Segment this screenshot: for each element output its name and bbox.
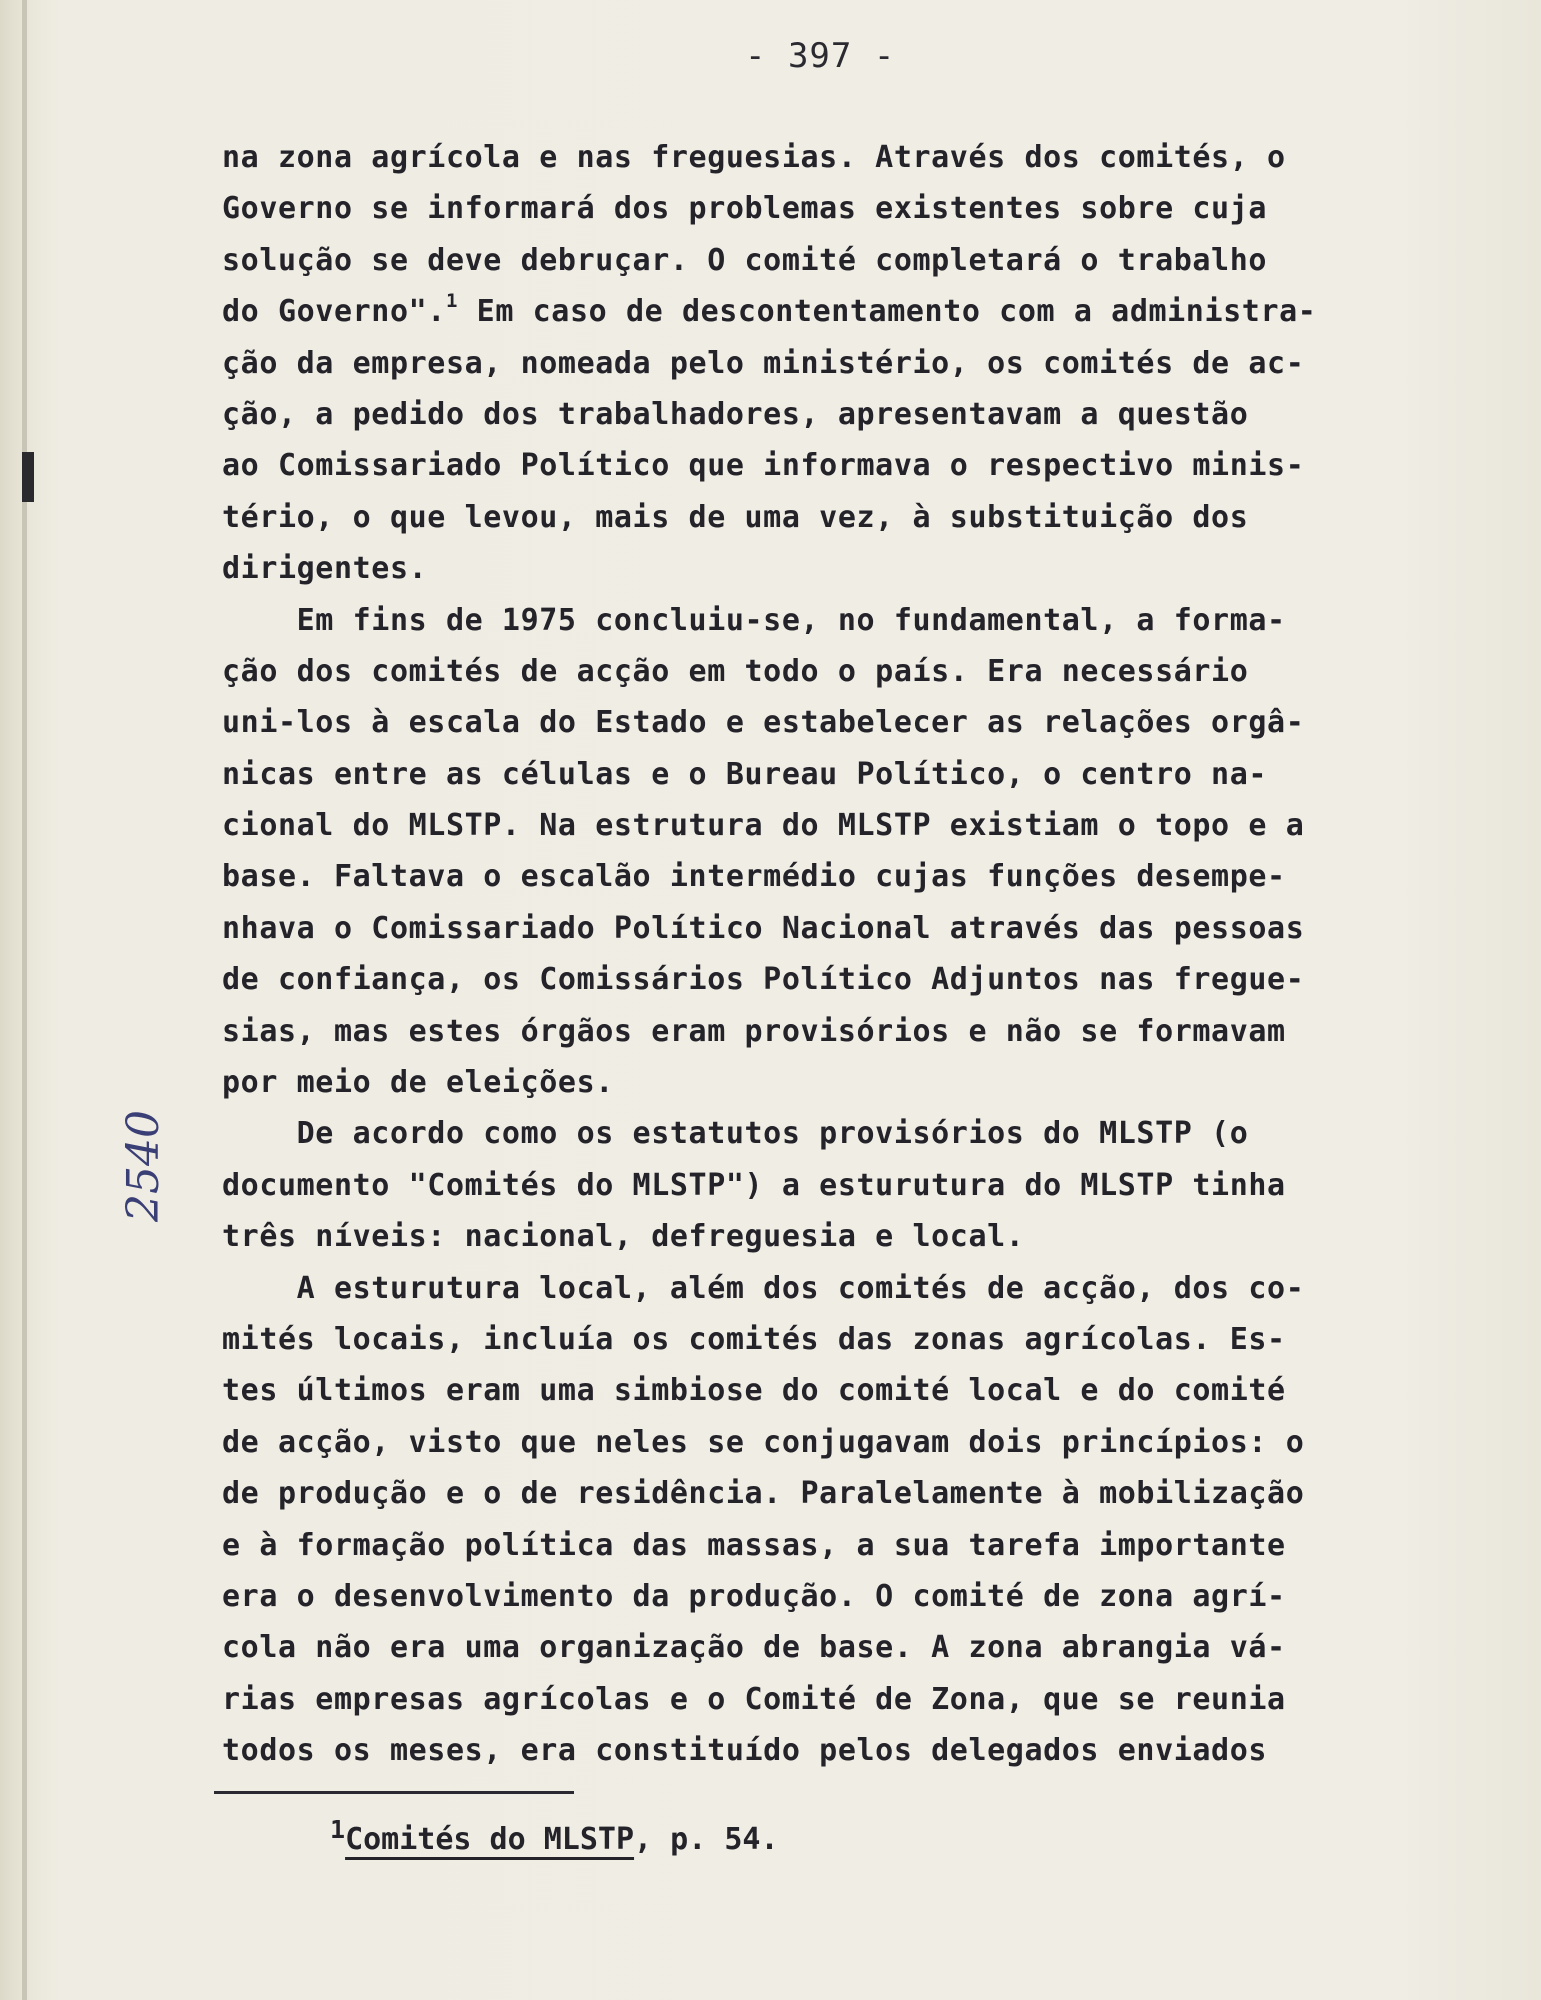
handwritten-margin-note: 2540	[118, 1110, 169, 1222]
text-segment: Em caso de descontentamento com a administra-	[458, 294, 1317, 330]
text-line: dirigentes.	[222, 551, 428, 587]
text-line: e à formação política das massas, a sua tarefa importante	[222, 1527, 1286, 1563]
text-line-with-footnote	[222, 286, 1462, 337]
text-line: mités locais, incluía os comités das zonas agrícolas. Es-	[222, 1321, 1286, 1357]
text-line: uni-los à escala do Estado e estabelecer as relações orgâ-	[222, 705, 1305, 741]
text-line: de produção e o de residência. Paralelamente à mobilização	[222, 1476, 1305, 1512]
text-line: era o desenvolvimento da produção. O comité de zona agrí-	[222, 1578, 1286, 1614]
text-line: por meio de eleições.	[222, 1065, 614, 1101]
text-line: documento "Comités do MLSTP") a esturutura do MLSTP tinha	[222, 1167, 1286, 1203]
page-spine	[22, 0, 27, 2000]
text-line: De acordo como os estatutos provisórios do MLSTP (o	[222, 1116, 1249, 1152]
binding-mark	[22, 452, 34, 502]
text-line: três níveis: nacional, defreguesia e local.	[222, 1219, 1025, 1255]
footnote-source-title: Comités do MLSTP	[345, 1822, 635, 1857]
text-segment: do Governo".	[222, 294, 446, 330]
text-line: ção dos comités de acção em todo o país. Era necessário	[222, 653, 1249, 689]
text-line: base. Faltava o escalão intermédio cujas funções desempe-	[222, 859, 1286, 895]
footnote	[330, 1815, 779, 1857]
text-line: de confiança, os Comissários Político Adjuntos nas fregue-	[222, 962, 1305, 998]
page-number: - 397 -	[745, 36, 896, 76]
footnote-page-ref: , p. 54.	[634, 1822, 779, 1857]
text-line: tes últimos eram uma simbiose do comité local e do comité	[222, 1373, 1286, 1409]
text-line: Governo se informará dos problemas existentes sobre cuja	[222, 191, 1268, 227]
text-line: rias empresas agrícolas e o Comité de Zona, que se reunia	[222, 1681, 1286, 1717]
text-line: tério, o que levou, mais de uma vez, à substituição dos	[222, 499, 1249, 535]
text-line: cola não era uma organização de base. A zona abrangia vá-	[222, 1630, 1286, 1666]
text-line: nhava o Comissariado Político Nacional através das pessoas	[222, 910, 1305, 946]
footnote-marker: 1	[330, 1815, 346, 1844]
text-line: solução se deve debruçar. O comité completará o trabalho	[222, 242, 1268, 278]
text-line: cional do MLSTP. Na estrutura do MLSTP existiam o topo e a	[222, 808, 1305, 844]
text-line: A esturutura local, além dos comités de acção, dos co-	[222, 1270, 1305, 1306]
text-line: de acção, visto que neles se conjugavam dois princípios: o	[222, 1424, 1305, 1460]
text-line: sias, mas estes órgãos eram provisórios e não se formavam	[222, 1013, 1286, 1049]
footnote-divider	[214, 1791, 574, 1794]
text-line: Em fins de 1975 concluiu-se, no fundamental, a forma-	[222, 602, 1286, 638]
text-line: ção da empresa, nomeada pelo ministério, os comités de ac-	[222, 345, 1305, 381]
text-line: ção, a pedido dos trabalhadores, apresentavam a questão	[222, 396, 1249, 432]
text-line: todos os meses, era constituído pelos delegados enviados	[222, 1733, 1268, 1769]
text-line: na zona agrícola e nas freguesias. Através dos comités, o	[222, 140, 1286, 175]
text-line: nicas entre as células e o Bureau Político, o centro na-	[222, 756, 1268, 792]
footnote-reference: 1	[445, 290, 458, 313]
body-text	[222, 132, 1462, 1777]
text-line: ao Comissariado Político que informava o respectivo minis-	[222, 448, 1305, 484]
